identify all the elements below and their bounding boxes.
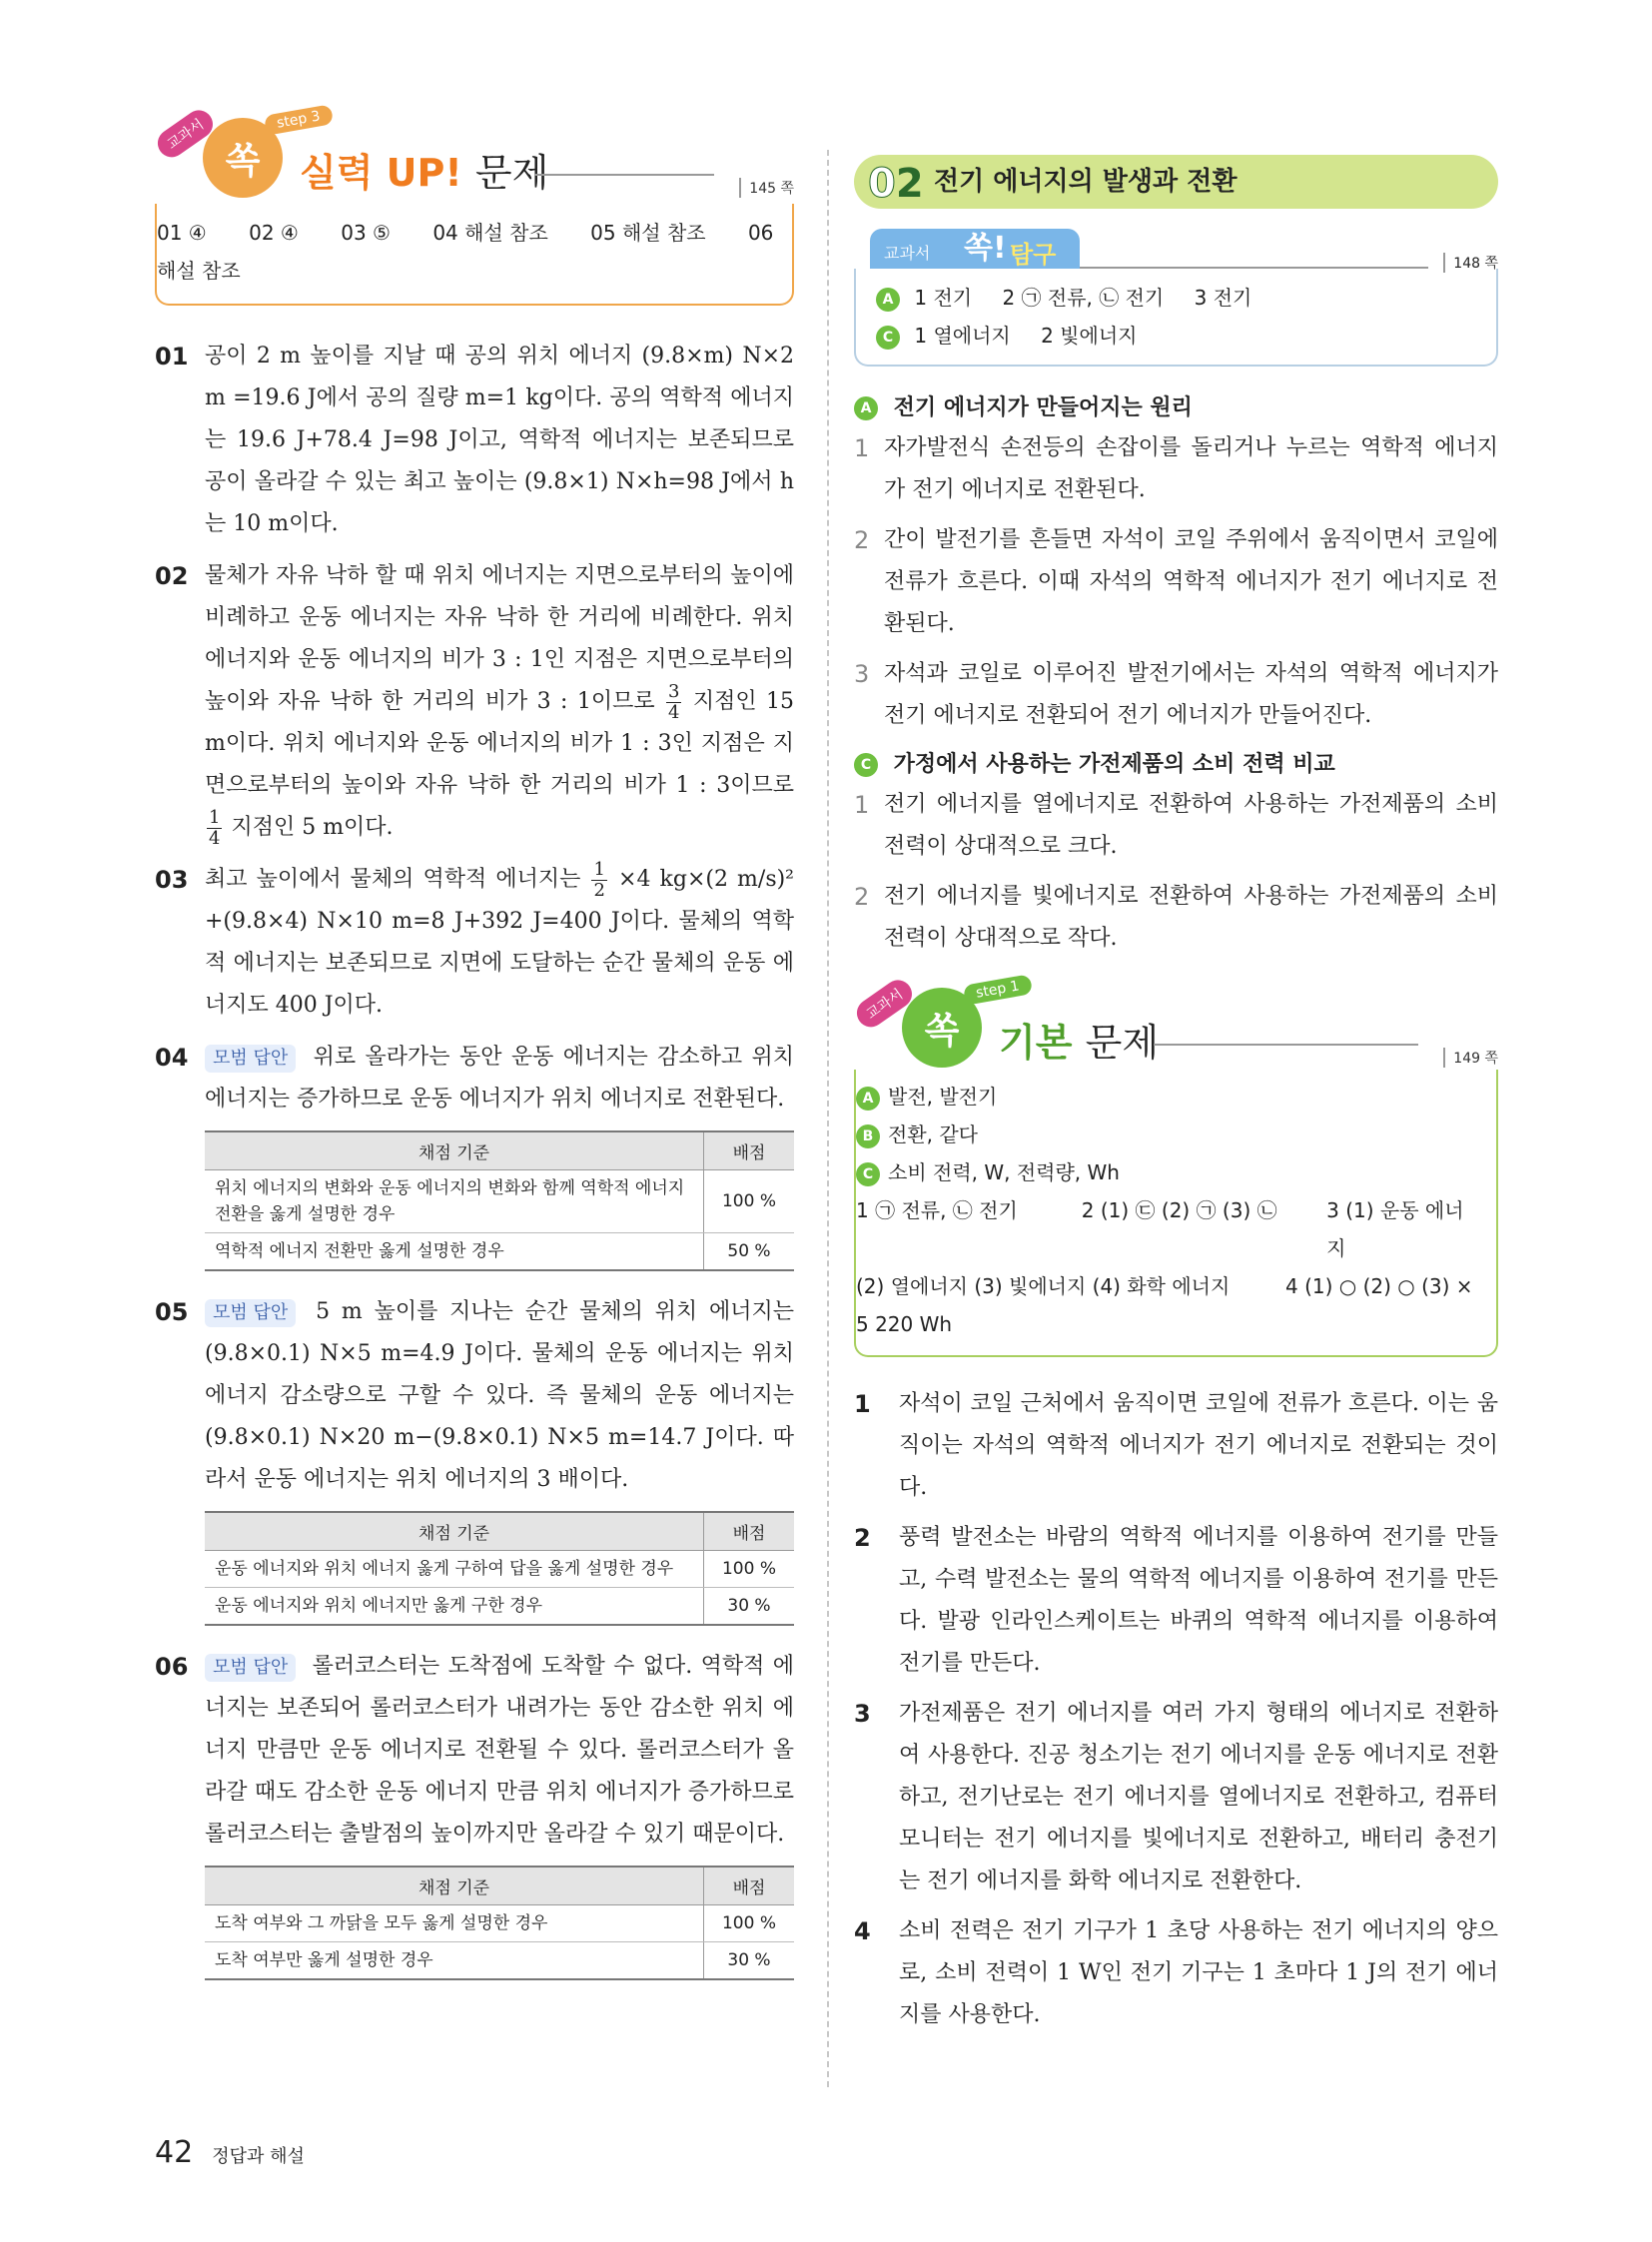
- fraction: [666, 682, 681, 723]
- answer-explanation: [854, 1693, 1498, 1902]
- label-b-icon: B: [856, 1124, 880, 1148]
- answer-explanation: [854, 1910, 1498, 2036]
- question-text: 지점인 5 m이다.: [231, 815, 394, 840]
- inquiry-tab: [870, 229, 1080, 269]
- section-title: 전기 에너지의 발생과 전환: [934, 167, 1238, 197]
- criteria-header: 채점 기준: [205, 1512, 704, 1551]
- page-number: 42: [155, 2135, 194, 2170]
- list-item: [854, 653, 1498, 737]
- question-number: 01: [155, 343, 189, 371]
- question-number: 06: [155, 1653, 189, 1681]
- step-tag: step 3: [264, 104, 334, 135]
- criteria-cell: 도착 여부와 그 까닭을 모두 옳게 설명한 경우: [205, 1905, 704, 1942]
- answer-text: 1 ㉠ 전류, ㉡ 전기: [856, 1198, 1018, 1222]
- points-cell: 50 %: [704, 1233, 795, 1271]
- item-number: 2: [854, 1524, 871, 1552]
- answer-text: 4 (1) ○ (2) ○ (3) ×: [1285, 1274, 1473, 1298]
- column-divider: [827, 150, 829, 2087]
- item-text: 전기 에너지를 열에너지로 전환하여 사용하는 가전제품의 소비 전력이 상대적으로 크다.: [884, 792, 1498, 859]
- criteria-header: 채점 기준: [205, 1131, 704, 1170]
- question-text: 지점인 15 m이다. 위치 에너지와 운동 에너지의 비가 1 : 3인 지점은 지면으로부터의 높이와 자유 낙하 한 거리의 비가 1 : 3이므로: [205, 689, 795, 798]
- item-number: 3: [854, 660, 870, 688]
- textbook-tag: 교과서: [851, 975, 917, 1033]
- title-accent: 실력 UP!: [300, 151, 462, 195]
- subsection-title: 가정에서 사용하는 가전제품의 소비 전력 비교: [893, 752, 1335, 777]
- title-plain: 문제: [1085, 1021, 1160, 1065]
- textbook-tag: 교과서: [152, 105, 218, 163]
- answer-text: 5 220 Wh: [856, 1312, 953, 1336]
- inquiry-answer: 1 열에너지: [914, 324, 1011, 348]
- list-item: [854, 784, 1498, 868]
- label-a-icon: A: [856, 1087, 880, 1111]
- model-answer-badge: 모범 답안: [205, 1299, 296, 1327]
- ssok-icon: 쏙!: [964, 231, 1007, 266]
- item-number: 1: [854, 1390, 871, 1418]
- item-number: 1: [854, 791, 870, 819]
- item-text: 자석과 코일로 이루어진 발전기에서는 자석의 역학적 에너지가 전기 에너지로 전환되어 전기 에너지가 만들어진다.: [884, 661, 1498, 728]
- section-number-zero: 0: [868, 161, 896, 207]
- denominator: 4: [668, 701, 680, 723]
- numerator: 3: [668, 680, 680, 702]
- basic-a-row: [856, 1078, 1480, 1116]
- answer-text: 발전, 발전기: [888, 1085, 998, 1109]
- right-column: [854, 155, 1498, 2044]
- textbook-label: 교과서: [884, 244, 931, 263]
- fraction: [591, 860, 606, 901]
- basic-row-1: [856, 1191, 1480, 1267]
- points-header: 배점: [704, 1512, 795, 1551]
- inquiry-answer: 3 전기: [1194, 286, 1252, 310]
- scoring-table: [205, 1866, 794, 1980]
- title-plain: 문제: [474, 151, 549, 195]
- section-title: [999, 1012, 1159, 1067]
- question-text: 공이 2 m 높이를 지날 때 공의 위치 에너지 (9.8×m) N×2 m =19.6 J에서 공의 질량 m=1 kg이다. 공의 역학적 에너지는 19.6 J+78.4 J=98 J이고, 역학적 에너지는 보존되므로 공이 올라갈 수 있는 최고 높이는 (9.8×1) N×h=98 J에서 h는 10 m이다.: [205, 344, 794, 536]
- question-04: [155, 1037, 794, 1121]
- criteria-cell: 위치 에너지의 변화와 운동 에너지의 변화와 함께 역학적 에너지 전환을 옳게 설명한 경우: [205, 1170, 704, 1233]
- answer-06: 06 해설 참조: [157, 221, 774, 283]
- criteria-cell: 역학적 에너지 전환만 옳게 설명한 경우: [205, 1233, 704, 1271]
- header-rule: [1080, 267, 1428, 269]
- list-item: [854, 427, 1498, 511]
- section-number-digit: 2: [895, 161, 924, 207]
- answer-key-box: [155, 204, 794, 306]
- inquiry-answers-box: [854, 269, 1498, 367]
- item-text: 자석이 코일 근처에서 움직이면 코일에 전류가 흐른다. 이는 움직이는 자석의 역학적 에너지가 전기 에너지로 전환되는 것이다.: [899, 1391, 1498, 1500]
- item-number: 1: [854, 434, 870, 462]
- basic-row-3: [856, 1305, 1480, 1343]
- answer-explanation: [854, 1517, 1498, 1685]
- points-cell: 100 %: [704, 1905, 795, 1942]
- answer-text: (2) 열에너지 (3) 빛에너지 (4) 화학 에너지: [856, 1274, 1231, 1298]
- question-number: 03: [155, 866, 189, 894]
- points-header: 배점: [704, 1867, 795, 1905]
- answer-explanation: [854, 1383, 1498, 1509]
- question-text: 롤러코스터는 도착점에 도착할 수 없다. 역학적 에너지는 보존되어 롤러코스터가 내려가는 동안 감소한 위치 에너지 만큼만 운동 에너지로 전환될 수 있다. 롤러코스터가 올라갈 때도 감소한 운동 에너지 만큼 위치 에너지가 증가하므로 롤러코스터는 출발점의 높이까지만 올라갈 수 있기 때문이다.: [205, 1654, 794, 1847]
- denominator: 2: [593, 879, 605, 901]
- ssok-icon: 쏙: [203, 118, 283, 198]
- page-ref: 148 쪽: [1443, 253, 1498, 273]
- item-text: 자가발전식 손전등의 손잡이를 돌리거나 누르는 역학적 에너지가 전기 에너지로 전환된다.: [884, 435, 1498, 502]
- label-c-icon: C: [856, 1162, 880, 1186]
- footer-label: 정답과 해설: [212, 2146, 305, 2167]
- criteria-cell: 운동 에너지와 위치 에너지 옳게 구하여 답을 옳게 설명한 경우: [205, 1551, 704, 1588]
- answer-03: 03 ⑤: [341, 221, 391, 245]
- answer-text: 2 (1) ㉢ (2) ㉠ (3) ㉡: [1081, 1198, 1277, 1222]
- question-number: 02: [155, 562, 189, 590]
- item-number: 2: [854, 883, 870, 911]
- page-footer: [155, 2135, 305, 2170]
- section-title: [300, 142, 548, 197]
- item-number: 4: [854, 1917, 871, 1945]
- question-01: [155, 336, 794, 545]
- question-06: [155, 1646, 794, 1856]
- points-cell: 100 %: [704, 1551, 795, 1588]
- inquiry-answer: 1 전기: [914, 286, 973, 310]
- points-cell: 30 %: [704, 1588, 795, 1626]
- answer-04: 04 해설 참조: [432, 221, 548, 245]
- left-column: [155, 110, 794, 2000]
- answer-02: 02 ④: [249, 221, 299, 245]
- question-03: [155, 859, 794, 1027]
- inquiry-header: [854, 229, 1498, 272]
- question-text: 5 m 높이를 지나는 순간 물체의 위치 에너지는 (9.8×0.1) N×5 m=4.9 J이다. 물체의 운동 에너지는 위치 에너지 감소량으로 구할 수 있다. 즉 물체의 운동 에너지는 (9.8×0.1) N×20 m−(9.8×0.1) N×5 m=14.7 J이다. 따라서 운동 에너지는 위치 에너지의 3 배이다.: [205, 1299, 794, 1492]
- basic-problems-header: [854, 980, 1498, 1070]
- header-rule: [1154, 1044, 1418, 1046]
- item-text: 전기 에너지를 빛에너지로 전환하여 사용하는 가전제품의 소비 전력이 상대적으로 작다.: [884, 884, 1498, 951]
- question-02: [155, 555, 794, 849]
- question-text: 최고 높이에서 물체의 역학적 에너지는: [205, 867, 581, 892]
- inquiry-answer: 2 빛에너지: [1041, 324, 1138, 348]
- item-text: 풍력 발전소는 바람의 역학적 에너지를 이용하여 전기를 만들고, 수력 발전소는 물의 역학적 에너지를 이용하여 전기를 만든다. 발광 인라인스케이트는 바퀴의 역학적 에너지를 이용하여 전기를 만든다.: [899, 1525, 1498, 1676]
- question-number: 05: [155, 1298, 189, 1326]
- answer-05: 05 해설 참조: [590, 221, 706, 245]
- numerator: 1: [593, 858, 605, 880]
- list-item: [854, 876, 1498, 960]
- list-item: [854, 519, 1498, 645]
- inquiry-answer: 2 ㉠ 전류, ㉡ 전기: [1002, 286, 1165, 310]
- criteria-cell: 운동 에너지와 위치 에너지만 옳게 구한 경우: [205, 1588, 704, 1626]
- question-text: 물체가 자유 낙하 할 때 위치 에너지는 지면으로부터의 높이에 비례하고 운동 에너지는 자유 낙하 한 거리에 비례한다. 위치 에너지와 운동 에너지의 비가 3 : 1인 지점은 지면으로부터의 높이와 자유 낙하 한 거리의 비가 3 : 1이므로: [205, 563, 794, 714]
- label-c-icon: C: [876, 326, 900, 350]
- item-text: 간이 발전기를 흔들면 자석이 코일 주위에서 움직이면서 코일에 전류가 흐른다. 이때 자석의 역학적 에너지가 전기 에너지로 전환된다.: [884, 527, 1498, 636]
- step-tag: step 1: [963, 974, 1033, 1005]
- subsection-title: 전기 에너지가 만들어지는 원리: [893, 395, 1193, 420]
- basic-answers-box: [854, 1070, 1498, 1357]
- title-accent: 기본: [999, 1021, 1073, 1065]
- answer-text: 전환, 같다: [888, 1122, 978, 1146]
- inquiry-row-c: [876, 317, 1476, 355]
- page-ref: 145 쪽: [739, 178, 794, 198]
- inquiry-row-a: [876, 279, 1476, 317]
- section-number: [868, 157, 924, 211]
- ssok-icon: 쏙: [902, 988, 982, 1068]
- section-banner: [854, 155, 1498, 209]
- basic-c-row: [856, 1153, 1480, 1191]
- numerator: 1: [209, 806, 221, 828]
- basic-b-row: [856, 1116, 1480, 1153]
- scoring-table: [205, 1511, 794, 1626]
- fraction: [207, 808, 222, 849]
- answer-01: 01 ④: [157, 221, 207, 245]
- criteria-cell: 도착 여부만 옳게 설명한 경우: [205, 1942, 704, 1980]
- points-header: 배점: [704, 1131, 795, 1170]
- answer-text: 소비 전력, W, 전력량, Wh: [888, 1160, 1120, 1184]
- item-number: 2: [854, 526, 870, 554]
- item-text: 가전제품은 전기 에너지를 여러 가지 형태의 에너지로 전환하여 사용한다. 진공 청소기는 전기 에너지를 운동 에너지로 전환하고, 전기난로는 전기 에너지를 열에너지로 전환하고, 컴퓨터 모니터는 전기 에너지를 빛에너지로 전환하고, 배터리 충전기는 전기 에너지를 화학 에너지로 전환한다.: [899, 1701, 1498, 1893]
- item-number: 3: [854, 1700, 871, 1728]
- label-a-icon: A: [876, 288, 900, 312]
- header-rule: [534, 174, 714, 176]
- subsection-a-heading: [854, 390, 1498, 421]
- page-ref: 149 쪽: [1443, 1048, 1498, 1068]
- question-number: 04: [155, 1044, 189, 1072]
- denominator: 4: [209, 827, 221, 849]
- skill-up-header: [155, 110, 794, 200]
- basic-row-2: [856, 1267, 1480, 1305]
- criteria-header: 채점 기준: [205, 1867, 704, 1905]
- model-answer-badge: 모범 답안: [205, 1045, 296, 1073]
- inquiry-title: 탐구: [1010, 241, 1057, 269]
- label-a-icon: A: [854, 396, 878, 420]
- model-answer-badge: 모범 답안: [205, 1654, 296, 1682]
- label-c-icon: C: [854, 753, 878, 777]
- scoring-table: [205, 1130, 794, 1271]
- points-cell: 100 %: [704, 1170, 795, 1233]
- question-05: [155, 1291, 794, 1501]
- points-cell: 30 %: [704, 1942, 795, 1980]
- question-text: ×4 kg×(2 m/s)² +(9.8×4) N×10 m=8 J+392 J=400 J이다. 물체의 역학적 에너지는 보존되므로 지면에 도달하는 순간 물체의 운동 에너지도 400 J이다.: [205, 867, 795, 1018]
- subsection-c-heading: [854, 747, 1498, 778]
- question-text: 위로 올라가는 동안 운동 에너지는 감소하고 위치 에너지는 증가하므로 운동 에너지가 위치 에너지로 전환된다.: [205, 1045, 794, 1112]
- answer-text: 3 (1) 운동 에너지: [1326, 1198, 1464, 1260]
- item-text: 소비 전력은 전기 기구가 1 초당 사용하는 전기 에너지의 양으로, 소비 전력이 1 W인 전기 기구는 1 초마다 1 J의 전기 에너지를 사용한다.: [899, 1918, 1498, 2027]
